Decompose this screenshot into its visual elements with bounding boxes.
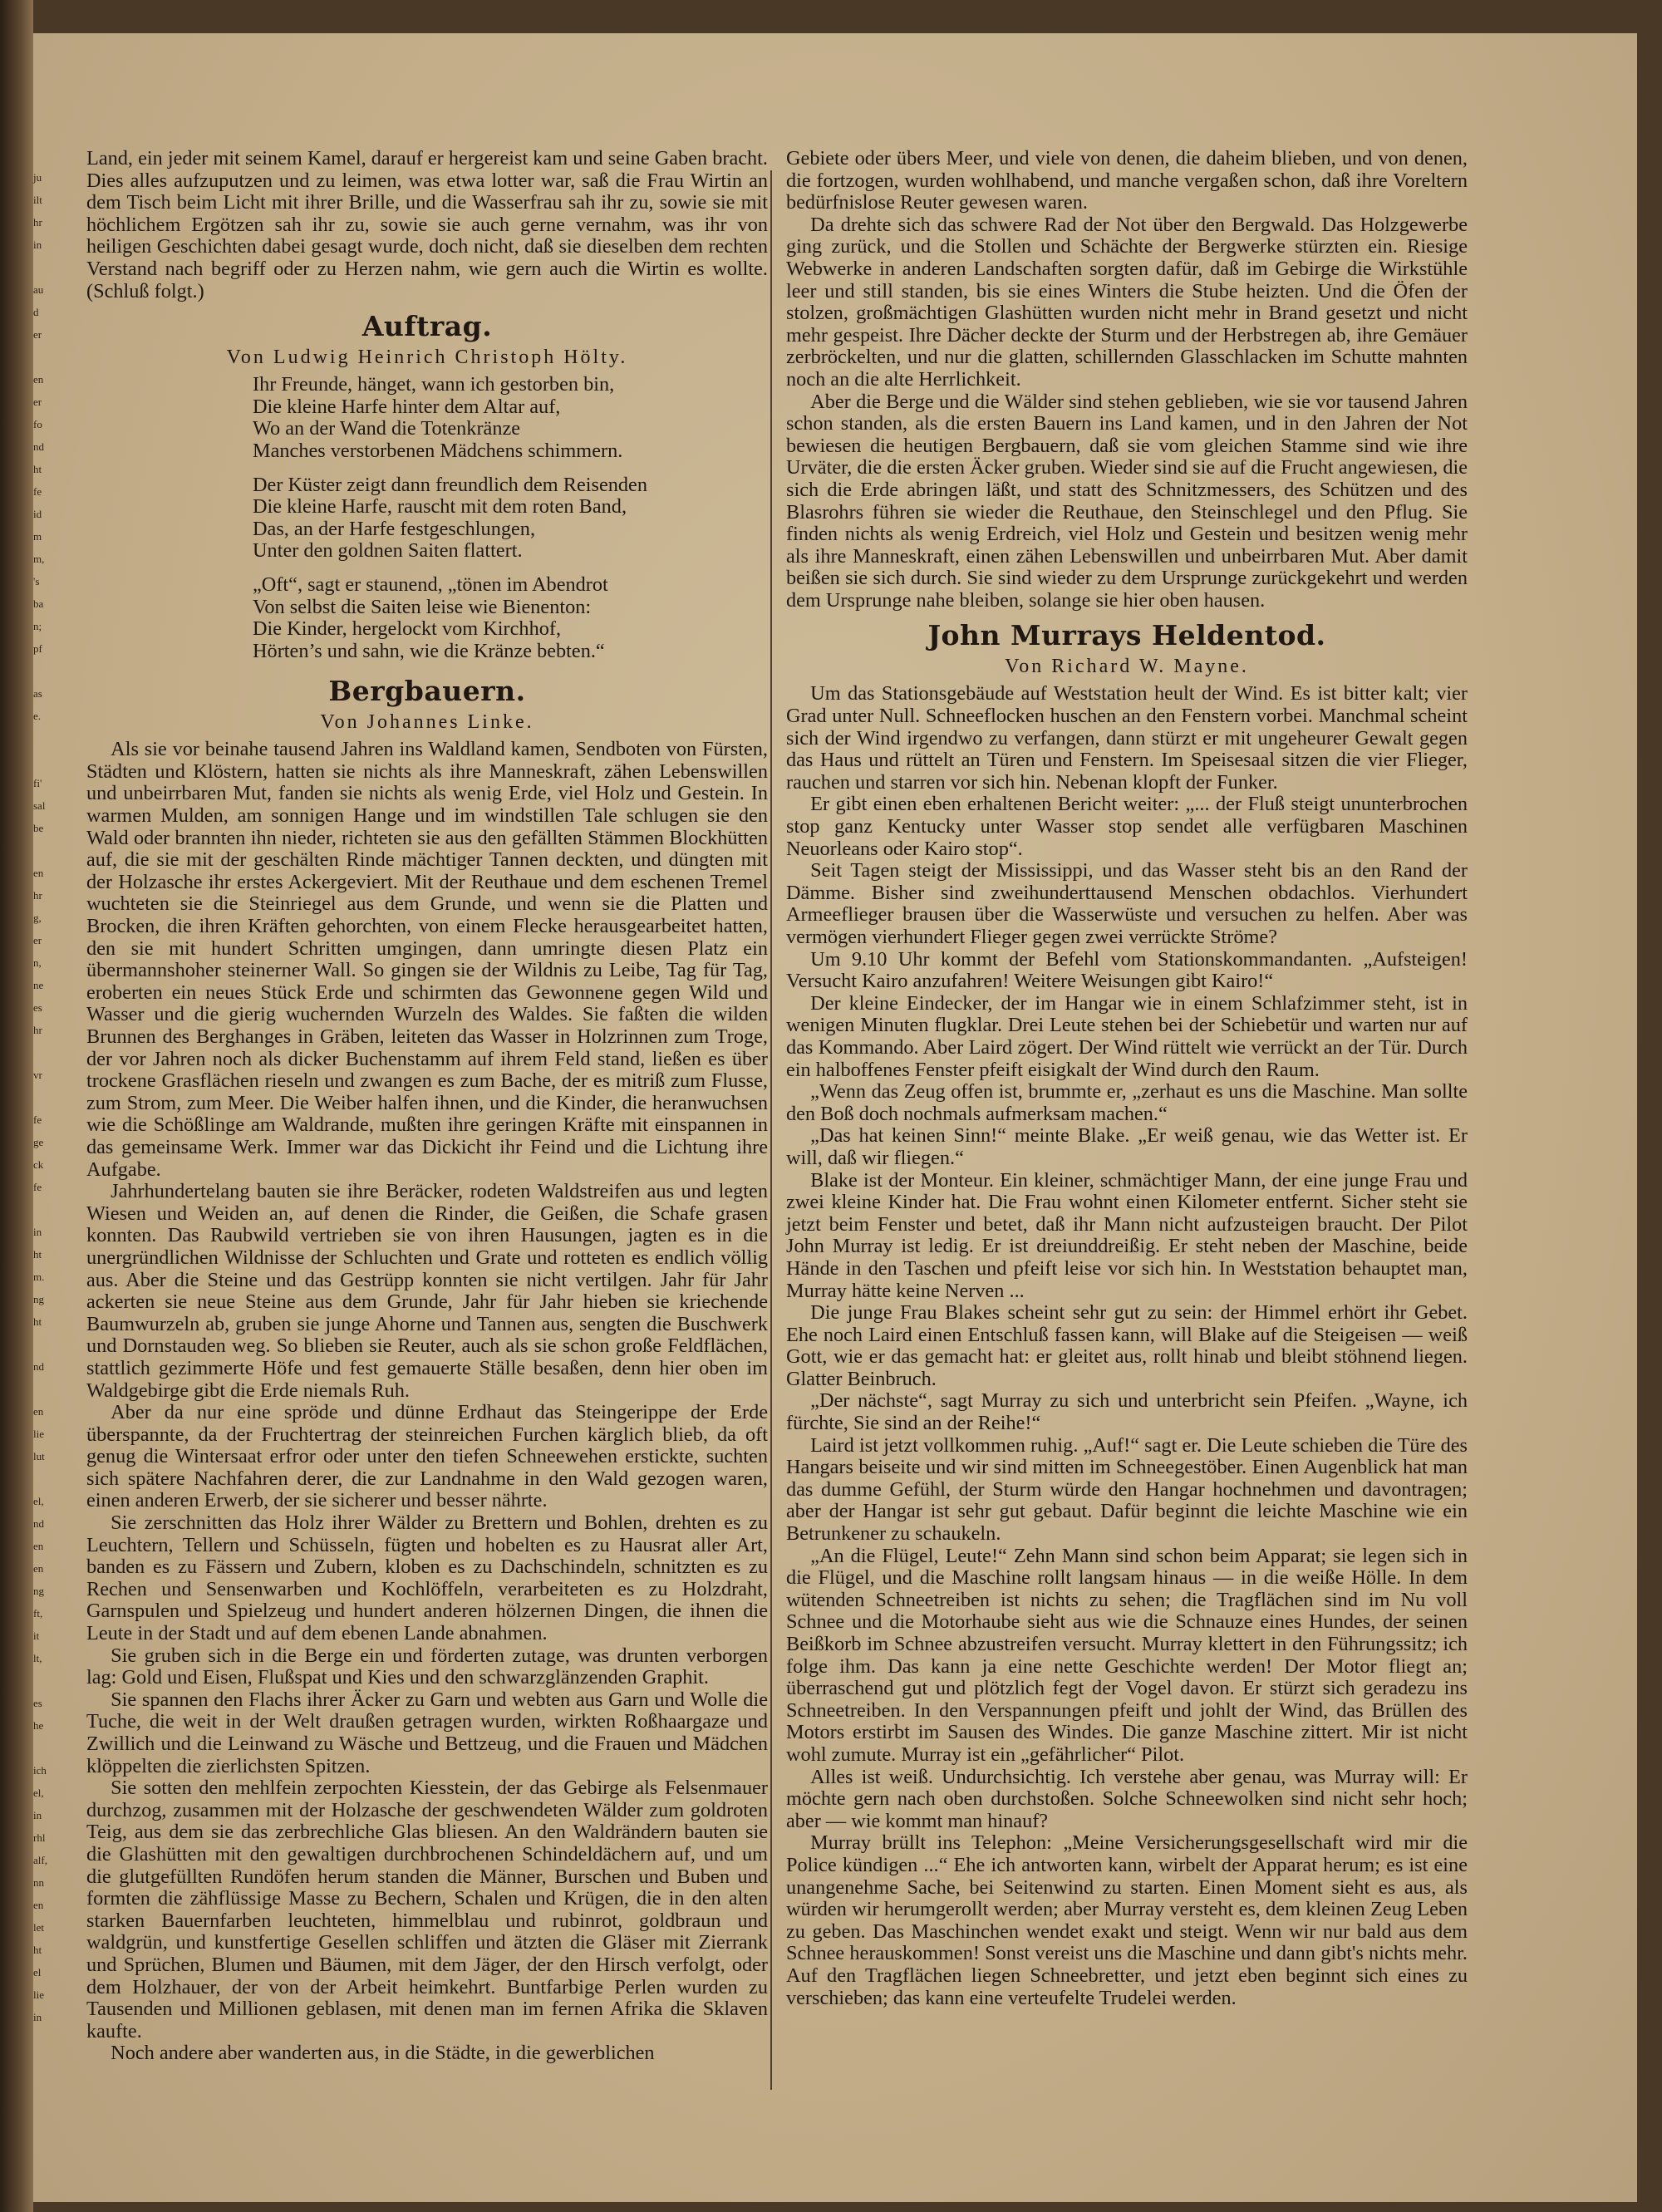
article-paragraph: „Wenn das Zeug offen ist, brummte er, „zerhaut es uns die Maschine. Man sollte den Boß doch nochmals aufmerksam machen.“ — [786, 1080, 1468, 1125]
poem-line: „Oft“, sagt er staunend, „tönen im Abendrot — [253, 573, 608, 596]
article-paragraph: Sie sotten den mehlfein zerpochten Kiesstein, der das Gebirge als Felsenmauer durchzog, zusammen mit der Holzasche der geschwendeten Wälder zum goldroten Teig, aus dem sie das zerbrechliche Glas bliesen. An den Waldrändern bauten sie die Glashütten mit den gewaltigen durchbrochenen Schindeldächern auf, und um die glutgefüllten Rundöfen herum standen die Männer, Burschen und Buben und formten die zähflüssige Masse zu Bechern, Schalen und Krügen, die in den alten starken Bauernfarben leuchteten, himmelblau und rubinrot, goldbraun und waldgrün, und kunstfertige Gesellen schliffen und ätzten die Gläser mit Zierrank und Sprüchen, Blumen und Bäumen, mit dem Jäger, der den Hirsch verfolgt, oder dem Holzhauer, der von der Arbeit heimkehrt. Buntfarbige Perlen wurden zu Tausenden und Millionen geblasen, mit denen man im fernen Afrika die Sklaven kaufte. — [86, 1777, 768, 2042]
poem-stanza — [253, 574, 768, 662]
article-paragraph: Um 9.10 Uhr kommt der Befehl vom Stationskommandanten. „Aufsteigen! Versucht Kairo anzufahren! Weitere Weisungen gibt Kairo!“ — [786, 947, 1468, 993]
article-paragraph: Der kleine Eindecker, der im Hangar wie in einem Schlafzimmer steht, ist in wenigen Minuten flugklar. Drei Leute stehen bei der Schiebetür und warten nur auf das Kommando. Aber Laird zögert. Der Wind rüttelt wie verrückt an der Tür. Durch ein halboffenes Fenster pfeift eisigkalt der Wind durch den Raum. — [786, 991, 1468, 1081]
poem-line: Das, an der Harfe festgeschlungen, — [253, 517, 536, 540]
article-paragraph: Laird ist jetzt vollkommen ruhig. „Auf!“ sagt er. Die Leute schieben die Türe des Hangars beiseite und wir sind mitten im Schneegestöber. Einen Augenblick hat man das dumme Gefühl, der Sturm würde den Hangar hochnehmen und davontragen; aber der Hangar ist sehr gut gebaut. Dafür beginnt die leichte Maschine wie ein Betrunkener zu schaukeln. — [786, 1433, 1468, 1546]
newspaper-page — [33, 33, 1637, 2202]
article-paragraph: Sie spannen den Flachs ihrer Äcker zu Garn und webten aus Garn und Wolle die Tuche, die weit in der Welt draußen getragen wurden, wirkten Roßhaargaze und Zwillich und die Leinwand zu Wäsche und Bettzeug, und die Frauen und Mädchen klöppelten die zierlichsten Spitzen. — [86, 1688, 768, 1777]
column-divider — [770, 170, 772, 2090]
poem-stanza — [253, 474, 768, 563]
article-paragraph: „An die Flügel, Leute!“ Zehn Mann sind schon beim Apparat; sie legen sich in die Flügel, und die Maschine rollt langsam hinaus — in die weiße Hölle. In dem wütenden Schneetreiben ist nichts zu sehen; die Tragflächen sind im Nu voll Schnee und die Motorhaube sieht aus wie die Schnauze eines Hundes, der seinen Beißkorb im Schnee abzustreifen versucht. Murray klettert in den Führungssitz; ich folge ihm. Das kann ja eine nette Geschichte werden! Der Motor fliegt an; überraschend gut und plötzlich fegt der Vogel davon. Er stürzt sich geradezu ins Schneetreiben. In den Verspannungen pfeift und johlt der Wind, das Brüllen des Motors erstirbt im Sausen des Windes. Die ganze Maschine zittert. Mir ist nicht wohl zumute. Murray ist ein „gefährlicher“ Pilot. — [786, 1544, 1468, 1766]
article-paragraph: Aber da nur eine spröde und dünne Erdhaut das Steingerippe der Erde überspannte, da der Fruchtertrag der steinreichen Furchen kärglich blieb, da oft genug die Wintersaat erfror oder unter den tiefen Schneewehen erstickte, suchten sich spätere Nachfahren derer, die zur Landnahme in den Wald gezogen waren, einen anderen Erwerb, der sie sicherer und besser nährte. — [86, 1401, 768, 1512]
article-paragraph: Um das Stationsgebäude auf Weststation heult der Wind. Es ist bitter kalt; vier Grad unter Null. Schneeflocken huschen an den Fenstern vorbei. Manchmal scheint sich der Wind irgendwo zu verfangen, dann stürzt er mit ungeheurer Gewalt gegen das Haus und rüttelt an Türen und Fenstern. Im Speisesaal sitzen die vier Flieger, rauchen und starren vor sich hin. Nebenan klopft der Funker. — [786, 682, 1468, 794]
article-paragraph: Murray brüllt ins Telephon: „Meine Versicherungsgesellschaft wird mir die Police kündigen ...“ Ehe ich antworten kann, wirbelt der Apparat herum; es ist eine unangenehme Sache, bei Seitenwind zu starten. Einen Moment sieht es aus, als würden wir herumgerollt werden; aber Murray versteht es, dem kleinen Zeug Leben zu geben. Das Maschinchen wendet exakt und steigt. Wenn wir nur bald aus dem Schnee herauskommen! Sonst vereist uns die Maschine und dann gibt's nichts mehr. Auf den Tragflächen liegen Schneebretter, und jetzt eben beginnt sich eines zu verschieben; das kann eine verteufelte Trudelei werden. — [786, 1831, 1468, 2009]
poem-line: Der Küster zeigt dann freundlich dem Reisenden — [253, 473, 647, 496]
poem-line: Hörten’s und sahn, wie die Kränze bebten.“ — [253, 639, 605, 662]
poem-line: Ihr Freunde, hänget, wann ich gestorben bin, — [253, 373, 615, 396]
article-paragraph: Noch andere aber wanderten aus, in die Städte, in die gewerblichen — [111, 2042, 655, 2065]
poem-line: Manches verstorbenen Mädchens schimmern. — [253, 439, 623, 462]
article-paragraph: Da drehte sich das schwere Rad der Not über den Bergwald. Das Holzgewerbe ging zurück, und die Stollen und Schächte der Bergwerke stürzten ein. Riesige Webwerke in anderen Landschaften sorgten dafür, daß im Gebirge die Wirkstühle leer und still standen, bis sie eines Winters die Stube heizten. Und die Öfen der stolzen, großmächtigen Glashütten wurden nicht mehr in Brand gesetzt und nicht mehr gespeist. Ihre Dächer deckte der Sturm und der Herbstregen ab, ihre Gemäuer zerbröckelten, und nur die glatten, schillernden Glasschlacken im Schutte mahnten noch an die alte Herrlichkeit. — [786, 213, 1468, 391]
article-paragraph: Jahrhundertelang bauten sie ihre Beräcker, rodeten Waldstreifen aus und legten Wiesen und Weiden an, auf denen die Rinder, die Geißen, die Schafe grasen konnten. Das Raubwild vertrieben sie von ihren Hausungen, jagten es in die unergründlichen Wildnisse der Schluchten und Grate und rotteten es endlich völlig aus. Aber die Steine und das Gestrüpp konnten sie nicht vertilgen. Jahr für Jahr ackerten sie neue Steine aus dem Grunde, Jahr für Jahr hieben sie kriechende Baumwurzeln ab, gruben sie junge Ahorne und Tannen aus, sengten die Buschwerk und Dornstauden weg. So blieben sie Reuter, auch als sie schon große Feldflächen, stattlich gezimmerte Höfe und fest gemauerte Ställe besaßen, denn hier oben im Waldgebirge gibt die Erde niemals Ruh. — [86, 1180, 768, 1402]
article-paragraph: Sie gruben sich in die Berge ein und förderten zutage, was drunten verborgen lag: Gold und Eisen, Flußspat und Kies und den schwarzglänzenden Graphit. — [86, 1644, 768, 1689]
article-title: Bergbauern. — [328, 675, 526, 708]
article-byline: Von Richard W. Mayne. — [1005, 656, 1249, 678]
poem-body — [253, 374, 768, 662]
article-paragraph: Blake ist der Monteur. Ein kleiner, schmächtiger Mann, der eine junge Frau und zwei kleine Kinder hat. Die Frau wohnt einen Kilometer entfernt. Sicher steht sie jetzt beim Fenster und betet, daß ihr Mann nicht aufzusteigen braucht. Der Pilot John Murray ist ledig. Er ist dreiunddreißig. Er steht neben der Maschine, beide Hände in den Taschen und pfeift leise vor sich hin. In Weststation behauptet man, Murray hätte keine Nerven ... — [786, 1168, 1468, 1302]
article-paragraph: Aber die Berge und die Wälder sind stehen geblieben, wie sie vor tausend Jahren schon standen, als die ersten Bauern ins Land kamen, und in den Jahren der Not bewiesen die heutigen Bergbauern, daß sie vom gleichen Stamme sind wie ihre Urväter, die die ersten Äcker gruben. Wieder sind sie auf die Frucht angewiesen, die sich die Erde abringen läßt, und statt des Schnitzmessers, des Schützen und des Blasrohrs führen sie wieder die Reuthaue, den Steinschlegel und den Pflug. Sie finden nichts als wenig Erdreich, viel Holz und Gestein und besitzen wenig mehr als ihre Manneskraft, einen zähen Lebenswillen und unbeirrbaren Mut. Aber damit beißen sie sich durch. Sie sind wieder zu dem Ursprunge zurückgekehrt und werden dem Ursprunge nahe bleiben, solange sie hier oben hausen. — [786, 390, 1468, 612]
book-spine — [0, 0, 33, 2212]
article-title: John Murrays Heldentod. — [927, 619, 1326, 652]
serial-story-ending: Land, ein jeder mit seinem Kamel, darauf er hergereist kam und seine Gaben bracht. Dies alles aufzuputzen und zu leimen, was etwa lotter war, saß die Frau Wirtin an dem Tisch beim Licht mit ihrer Brille, und die Wasserfrau sah ihr zu, sowie sie mit höchlichem Ergötzen sah ihr zu, sowie sie auch gerne vernahm, was ihr von heiligen Geschichten dabei gesagt wurde, doch nicht, daß sie dieselben dem rechten Verstand nach begriff oder zu Herzen nahm, wie gern auch die Wirtin es wollte. (Schluß folgt.) — [86, 147, 768, 302]
article-paragraph: „Das hat keinen Sinn!“ meinte Blake. „Er weiß genau, wie das Wetter ist. Er will, daß wir fliegen.“ — [786, 1124, 1468, 1169]
poem-line: Wo an der Wand die Totenkränze — [253, 417, 521, 440]
article-paragraph: Gebiete oder übers Meer, und viele von denen, die daheim blieben, und von denen, die fortzogen, wurden wohlhabend, und manche vergaßen schon, daß ihre Voreltern bedürfnislose Reuter gewesen waren. — [786, 147, 1468, 214]
article-paragraph: Er gibt einen eben erhaltenen Bericht weiter: „... der Fluß steigt ununterbrochen stop ganz Kentucky unter Wasser stop sendet alle verfügbaren Maschinen Neuorleans oder Kairo stop“. — [786, 793, 1468, 860]
poem-line: Von selbst die Saiten leise wie Bienenton: — [253, 595, 592, 618]
article-paragraph: „Der nächste“, sagt Murray zu sich und unterbricht sein Pfeifen. „Wayne, ich fürchte, Sie sind an der Reihe!“ — [786, 1389, 1468, 1435]
article-paragraph: Sie zerschnitten das Holz ihrer Wälder zu Brettern und Bohlen, drehten es zu Leuchtern, Tellern und Schüsseln, fügten und hobelten es zu Hausrat aller Art, banden es zu Fässern und Zubern, kloben es zu Dachschindeln, schnitzten es zu Rechen und Sensenwarben und Kochlöffeln, verarbeiteten es zu Holzdraht, Garnspulen und Spielzeug und hundert anderen hölzernen Dingen, die ihnen die Leute in der Stadt und auf dem ebenen Lande abnahmen. — [86, 1512, 768, 1645]
article-paragraph: Seit Tagen steigt der Mississippi, und das Wasser steht bis an den Rand der Dämme. Bisher sind zweihunderttausend Menschen obdachlos. Vierhundert Armeeflieger brausen über die Wasserwüste und versuchen zu helfen. Aber was vermögen vierhundert Flieger gegen zwei verrückte Ströme? — [786, 859, 1468, 948]
right-column — [786, 148, 1468, 2009]
poem-line: Die kleine Harfe hinter dem Altar auf, — [253, 395, 561, 418]
poem-title: Auftrag. — [361, 310, 493, 343]
poem-line: Die kleine Harfe, rauscht mit dem roten Band, — [253, 495, 627, 519]
poem-line: Unter den goldnen Saiten flattert. — [253, 539, 523, 563]
left-column — [86, 148, 768, 2065]
article-byline: Von Johannes Linke. — [320, 711, 534, 734]
poem-stanza — [253, 374, 768, 462]
article-paragraph: Alles ist weiß. Undurchsichtig. Ich verstehe aber genau, was Murray will: Er möchte gern nach oben durchstoßen. Solche Schneewolken sind nicht sehr hoch; aber — wie kommt man hinauf? — [786, 1765, 1468, 1832]
article-paragraph: Die junge Frau Blakes scheint sehr gut zu sein: der Himmel erhört ihr Gebet. Ehe noch Laird einen Entschluß fassen kann, will Blake auf die Steigeisen — weiß Gott, wie er das gemacht hat: er gleitet aus, rollt hinab und bleibt stöhnend liegen. Glatter Beinbruch. — [786, 1301, 1468, 1390]
article-paragraph: Als sie vor beinahe tausend Jahren ins Waldland kamen, Sendboten von Fürsten, Städten und Klöstern, hatten sie nichts als ihre Manneskraft, zähen Lebenswillen und unbeirrbaren Mut, fanden sie nichts als wenig Erde, viel Holz und Gestein. In warmen Mulden, am sonnigen Hange und im windstillen Tale schlugen sie den Wald oder brannten ihn nieder, richteten sie aus den gefällten Stämmen Blockhütten auf, die sie mit der geschälten Rinde mächtiger Tannen deckten, und düngten mit der Holzasche ihr erstes Ackergeviert. Mit der Reuthaue und dem eschenen Tremel wuchteten sie die Steinriegel aus dem Grunde, und wenn sie die Platten und Brocken, die ihren Kräften gehorchten, von einem Flecke herausgearbeitet hatten, den sie mit hundert Schritten umgingen, dann umringte diesen Platz ein übermannshoher steinerner Wall. So gingen sie der Wildnis zu Leibe, Tag für Tag, eroberten ein neues Stück Erde und schirmten das Gewonnene gegen Wild und Wasser und die gierig wuchernden Wurzeln des Waldes. Sie faßten die wilden Brunnen des Berghanges in Gräben, leiteten das Wasser in Holzrinnen zum Troge, der vor Jahren noch als dicker Buchenstamm auf ihrem Feld stand, ließen es über trockene Grasflächen rieseln und zwangen es zum Bache, der es mitriß zum Flusse, zum Strom, zum Meer. Die Weiber halfen ihnen, und die Kinder, die heranwuchsen wie die Schößlinge am Waldrande, mußten ihre geringen Kräfte mit einspannen in das gemeinsame Werk. Immer war das Dickicht ihr Feind und die Lichtung ihre Aufgabe. — [86, 738, 768, 1181]
poem-line: Die Kinder, hergelockt vom Kirchhof, — [253, 617, 562, 641]
poem-byline: Von Ludwig Heinrich Christoph Hölty. — [226, 347, 628, 369]
previous-page-margin-fragment: ju ilt hr in au d er en er fo nd ht fe id m m, 's ba n; pf as e. fi' sal be en hr g, er n, ne es hr vr fe ge ck fe in ht m. ng ht nd en lie lut el, nd en en ng ft, it lt, es he ich el, in rhl alf, nn en let ht el lie in — [33, 171, 47, 2023]
